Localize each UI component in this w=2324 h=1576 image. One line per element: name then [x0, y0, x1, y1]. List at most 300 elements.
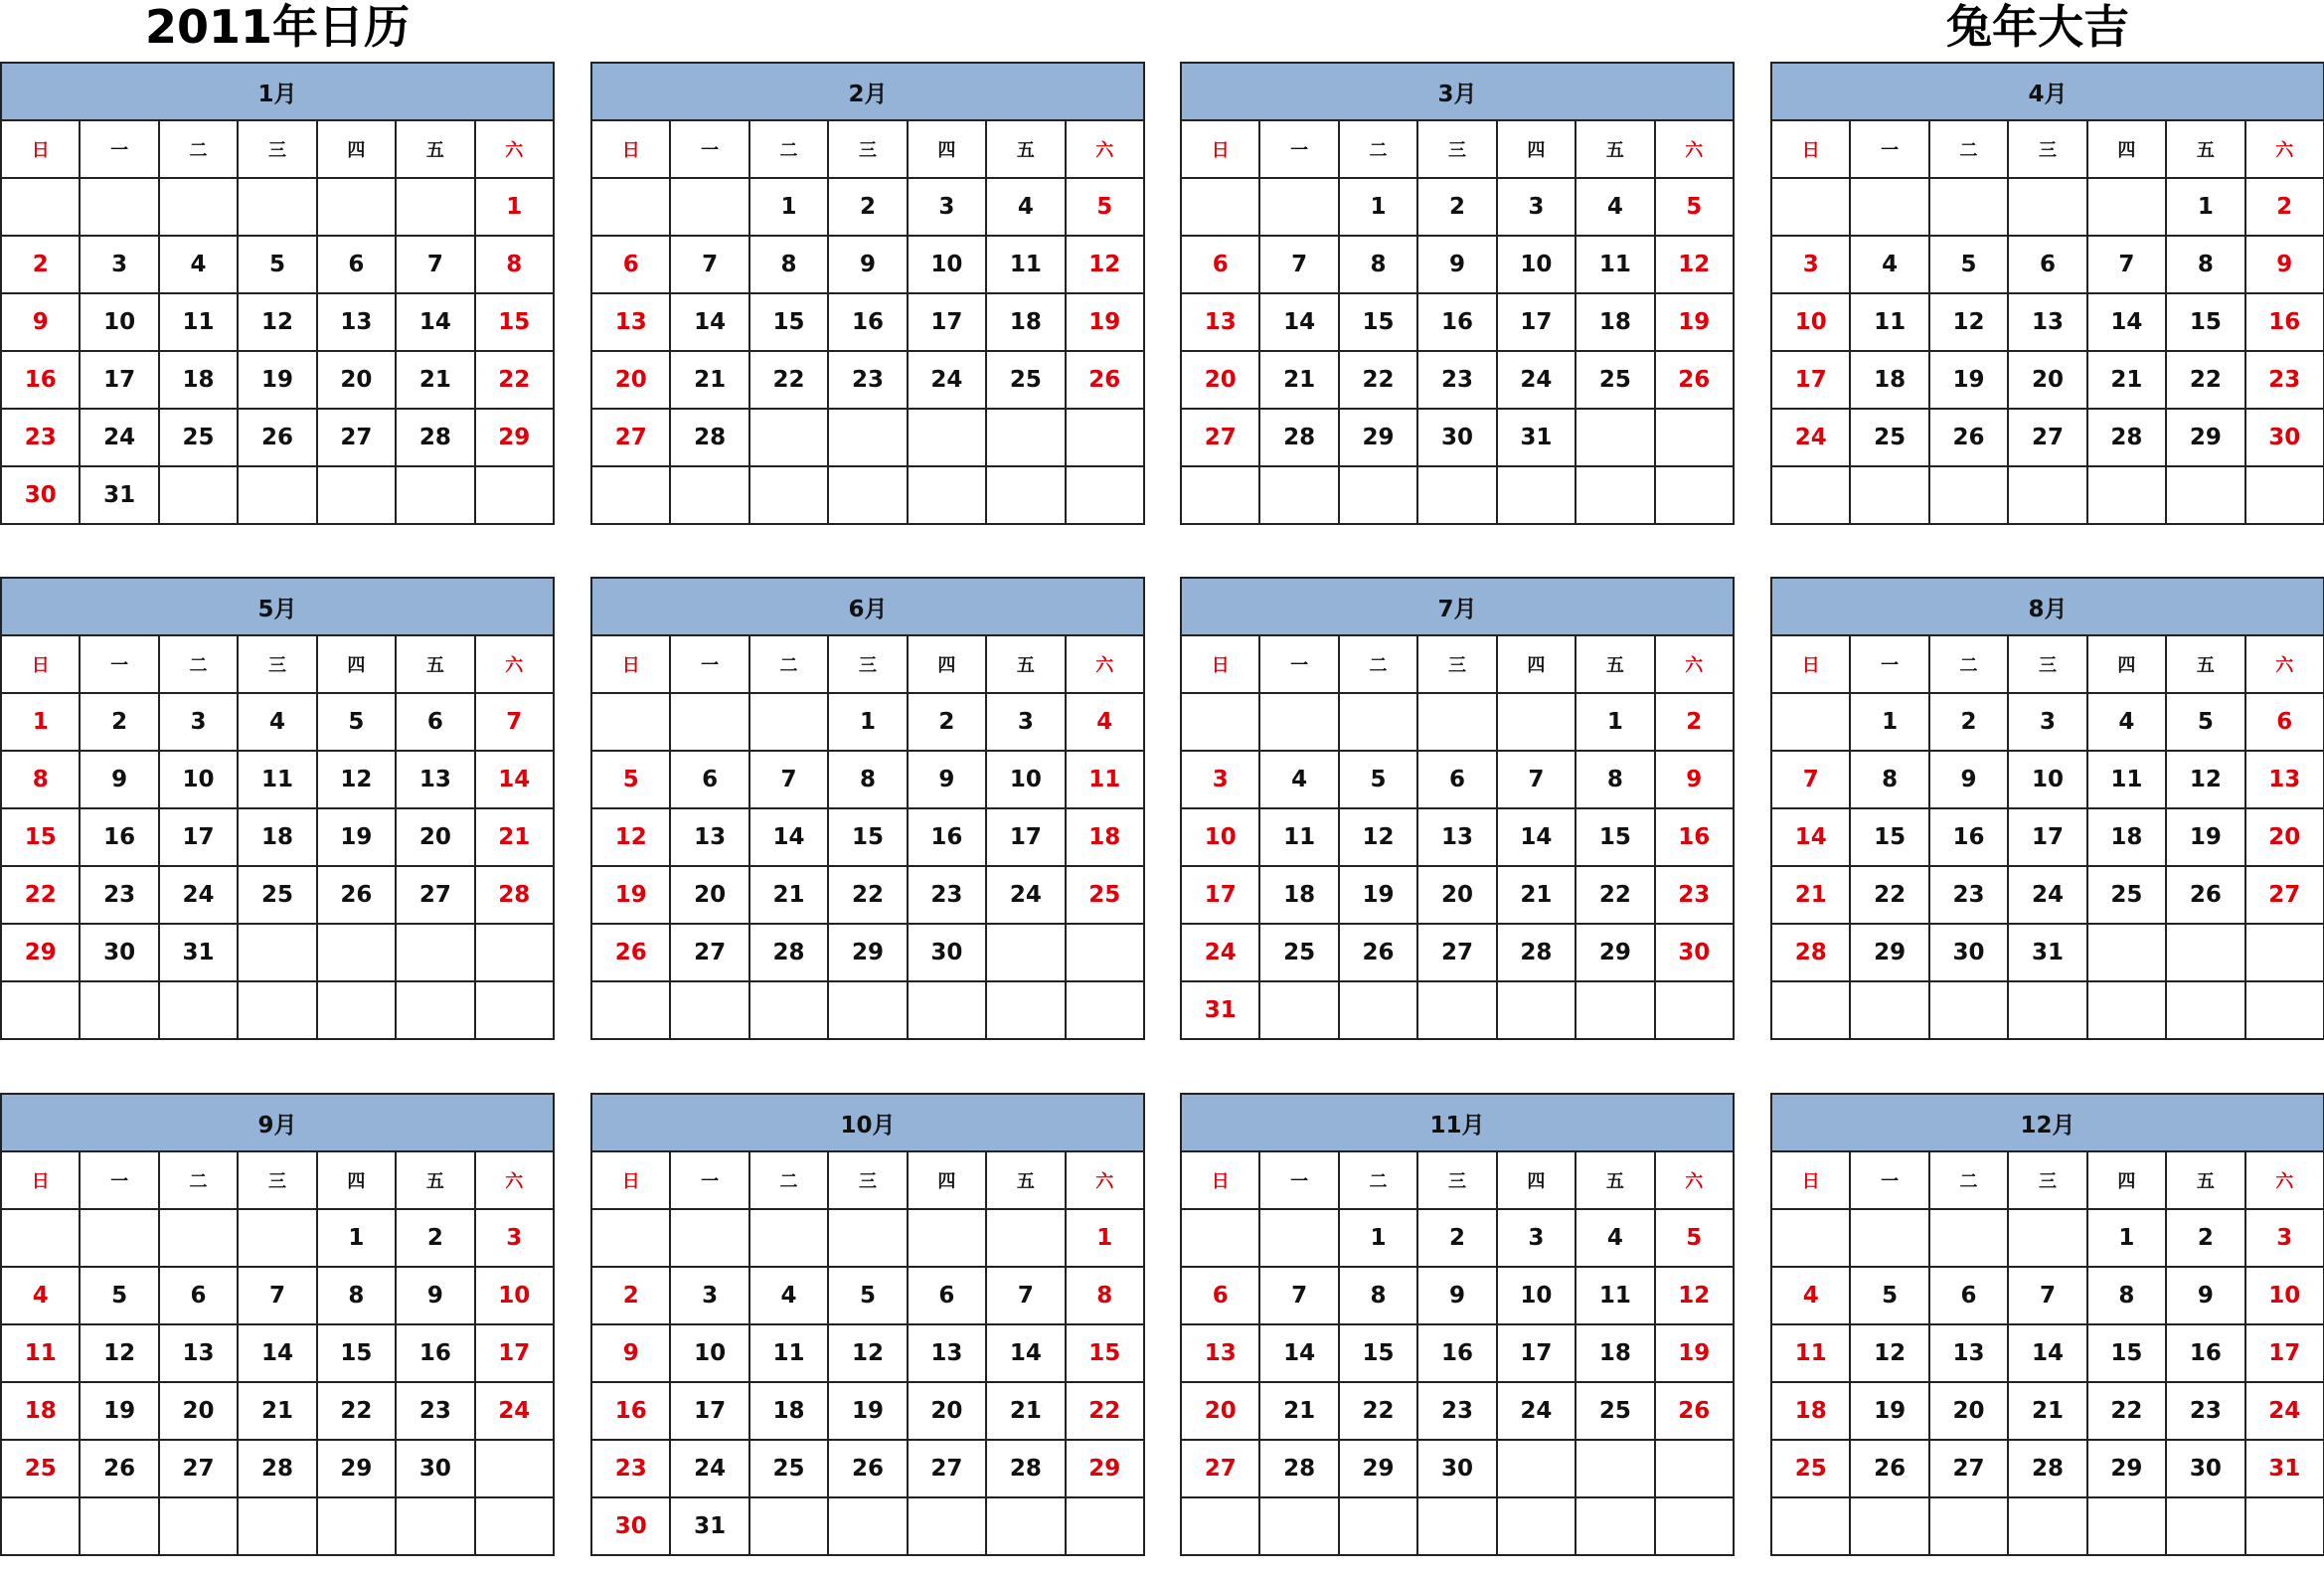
day-cell: 2 — [2166, 1209, 2244, 1267]
weekday-row — [1, 635, 554, 693]
day-cell: 24 — [986, 866, 1065, 924]
month-name: 5月 — [1, 578, 554, 635]
day-cell: 3 — [159, 693, 238, 751]
day-cell: 30 — [1, 466, 80, 524]
weekday-label: 三 — [1417, 635, 1496, 693]
day-cell: 17 — [2008, 808, 2086, 866]
week-row — [591, 236, 1144, 293]
week-row — [591, 1497, 1144, 1555]
weekday-label: 二 — [159, 635, 238, 693]
weekday-label: 日 — [1181, 1151, 1259, 1209]
day-cell — [159, 178, 238, 236]
day-cell: 4 — [1, 1267, 80, 1324]
day-cell: 11 — [2087, 751, 2166, 808]
day-cell: 18 — [238, 808, 316, 866]
day-cell: 25 — [1, 1440, 80, 1497]
day-cell: 20 — [2245, 808, 2324, 866]
day-cell — [986, 466, 1065, 524]
day-cell — [908, 466, 986, 524]
day-cell — [828, 409, 907, 466]
week-row — [1181, 981, 1734, 1039]
day-cell — [1181, 1209, 1259, 1267]
day-cell: 13 — [2008, 293, 2086, 351]
day-cell: 18 — [159, 351, 238, 409]
day-cell: 31 — [2245, 1440, 2324, 1497]
day-cell — [317, 178, 396, 236]
day-cell: 6 — [2245, 693, 2324, 751]
day-cell: 26 — [591, 924, 670, 981]
day-cell — [908, 1209, 986, 1267]
day-cell: 14 — [749, 808, 828, 866]
day-cell: 11 — [1066, 751, 1144, 808]
day-cell: 14 — [238, 1324, 316, 1382]
day-cell: 4 — [986, 178, 1065, 236]
weekday-label: 日 — [1181, 120, 1259, 178]
month-calendar — [590, 62, 1145, 525]
week-row — [1181, 1324, 1734, 1382]
weekday-label: 六 — [1066, 635, 1144, 693]
day-cell — [828, 466, 907, 524]
weekday-label: 四 — [1497, 120, 1576, 178]
day-cell — [591, 178, 670, 236]
week-row — [1181, 751, 1734, 808]
day-cell: 10 — [670, 1324, 748, 1382]
day-cell: 13 — [670, 808, 748, 866]
day-cell: 7 — [238, 1267, 316, 1324]
day-cell: 5 — [238, 236, 316, 293]
day-cell: 13 — [1181, 293, 1259, 351]
day-cell: 3 — [1181, 751, 1259, 808]
day-cell — [396, 981, 474, 1039]
day-cell — [396, 924, 474, 981]
day-cell: 26 — [1655, 351, 1734, 409]
weekday-label: 四 — [317, 1151, 396, 1209]
weekday-label: 四 — [2087, 120, 2166, 178]
day-cell: 30 — [1417, 409, 1496, 466]
week-row — [1, 236, 554, 293]
day-cell: 12 — [2166, 751, 2244, 808]
day-cell: 2 — [1929, 693, 2008, 751]
weekday-label: 六 — [1655, 635, 1734, 693]
week-row — [1771, 293, 2324, 351]
day-cell — [1655, 981, 1734, 1039]
day-cell: 4 — [1771, 1267, 1850, 1324]
day-cell — [591, 1209, 670, 1267]
weekday-label: 一 — [670, 1151, 748, 1209]
day-cell: 28 — [1259, 409, 1338, 466]
day-cell: 10 — [908, 236, 986, 293]
day-cell — [749, 466, 828, 524]
day-cell: 24 — [1497, 1382, 1576, 1440]
day-cell: 5 — [1929, 236, 2008, 293]
day-cell: 10 — [475, 1267, 554, 1324]
day-cell: 30 — [2245, 409, 2324, 466]
day-cell: 22 — [1066, 1382, 1144, 1440]
day-cell: 22 — [749, 351, 828, 409]
day-cell: 28 — [749, 924, 828, 981]
week-row — [1771, 1209, 2324, 1267]
day-cell: 8 — [1576, 751, 1654, 808]
day-cell: 28 — [986, 1440, 1065, 1497]
weekday-label: 六 — [1655, 1151, 1734, 1209]
day-cell: 18 — [1771, 1382, 1850, 1440]
day-cell: 6 — [1181, 1267, 1259, 1324]
day-cell: 8 — [2087, 1267, 2166, 1324]
weekday-row — [1181, 635, 1734, 693]
weekday-row — [591, 635, 1144, 693]
weekday-label: 四 — [317, 635, 396, 693]
day-cell: 21 — [2087, 351, 2166, 409]
day-cell — [670, 466, 748, 524]
day-cell: 29 — [1066, 1440, 1144, 1497]
month-name: 9月 — [1, 1094, 554, 1151]
weekday-row — [591, 120, 1144, 178]
day-cell — [396, 466, 474, 524]
day-cell: 9 — [591, 1324, 670, 1382]
week-row — [591, 351, 1144, 409]
day-cell: 7 — [670, 236, 748, 293]
day-cell: 25 — [986, 351, 1065, 409]
weekday-label: 五 — [986, 635, 1065, 693]
week-row — [1181, 409, 1734, 466]
day-cell: 1 — [2166, 178, 2244, 236]
week-row — [591, 693, 1144, 751]
weekday-label: 三 — [1417, 120, 1496, 178]
day-cell: 25 — [1771, 1440, 1850, 1497]
weekday-label: 一 — [80, 635, 158, 693]
weekday-label: 二 — [159, 1151, 238, 1209]
day-cell: 20 — [1181, 351, 1259, 409]
day-cell: 25 — [749, 1440, 828, 1497]
day-cell: 4 — [1259, 751, 1338, 808]
month-table — [1180, 1093, 1735, 1556]
day-cell — [986, 1497, 1065, 1555]
weekday-label: 一 — [80, 1151, 158, 1209]
day-cell: 7 — [396, 236, 474, 293]
day-cell: 20 — [908, 1382, 986, 1440]
month-table — [590, 1093, 1145, 1556]
day-cell — [1929, 178, 2008, 236]
day-cell: 15 — [2087, 1324, 2166, 1382]
weekday-label: 五 — [986, 1151, 1065, 1209]
day-cell — [2087, 924, 2166, 981]
day-cell — [591, 693, 670, 751]
day-cell: 2 — [80, 693, 158, 751]
day-cell — [1066, 981, 1144, 1039]
day-cell: 20 — [396, 808, 474, 866]
day-cell: 2 — [828, 178, 907, 236]
day-cell — [670, 981, 748, 1039]
week-row — [1771, 693, 2324, 751]
day-cell: 12 — [1850, 1324, 1928, 1382]
day-cell — [1771, 178, 1850, 236]
day-cell: 19 — [1655, 1324, 1734, 1382]
day-cell: 17 — [2245, 1324, 2324, 1382]
day-cell: 3 — [2245, 1209, 2324, 1267]
weekday-label: 一 — [1850, 1151, 1928, 1209]
day-cell: 7 — [2087, 236, 2166, 293]
month-calendar — [1770, 62, 2324, 525]
day-cell: 14 — [670, 293, 748, 351]
day-cell: 14 — [1771, 808, 1850, 866]
day-cell — [396, 1497, 474, 1555]
week-row — [1181, 866, 1734, 924]
day-cell: 10 — [80, 293, 158, 351]
day-cell: 4 — [1066, 693, 1144, 751]
day-cell: 18 — [1259, 866, 1338, 924]
day-cell: 9 — [1655, 751, 1734, 808]
day-cell: 1 — [1339, 1209, 1417, 1267]
week-row — [591, 178, 1144, 236]
day-cell: 29 — [475, 409, 554, 466]
day-cell — [1259, 178, 1338, 236]
day-cell: 14 — [475, 751, 554, 808]
day-cell: 19 — [1066, 293, 1144, 351]
day-cell: 17 — [1771, 351, 1850, 409]
day-cell: 25 — [1066, 866, 1144, 924]
week-row — [1, 351, 554, 409]
month-name: 12月 — [1771, 1094, 2324, 1151]
day-cell: 24 — [1771, 409, 1850, 466]
day-cell: 17 — [986, 808, 1065, 866]
day-cell: 4 — [238, 693, 316, 751]
day-cell: 20 — [317, 351, 396, 409]
day-cell: 10 — [2245, 1267, 2324, 1324]
day-cell: 22 — [1339, 351, 1417, 409]
day-cell: 16 — [1929, 808, 2008, 866]
day-cell — [1929, 981, 2008, 1039]
day-cell: 5 — [1655, 1209, 1734, 1267]
weekday-label: 五 — [396, 635, 474, 693]
day-cell: 15 — [1850, 808, 1928, 866]
day-cell: 27 — [1181, 1440, 1259, 1497]
day-cell — [1576, 1440, 1654, 1497]
day-cell: 2 — [908, 693, 986, 751]
day-cell: 3 — [475, 1209, 554, 1267]
day-cell — [2166, 924, 2244, 981]
day-cell: 14 — [1259, 1324, 1338, 1382]
day-cell: 18 — [986, 293, 1065, 351]
day-cell — [1771, 981, 1850, 1039]
day-cell: 22 — [2166, 351, 2244, 409]
week-row — [591, 924, 1144, 981]
day-cell: 4 — [1850, 236, 1928, 293]
day-cell: 27 — [670, 924, 748, 981]
week-row — [1, 409, 554, 466]
day-cell: 28 — [238, 1440, 316, 1497]
weekday-label: 二 — [749, 635, 828, 693]
month-name: 1月 — [1, 63, 554, 120]
day-cell: 28 — [1497, 924, 1576, 981]
calendar-title: 2011年日历 — [145, 0, 411, 54]
day-cell — [238, 924, 316, 981]
month-table — [590, 577, 1145, 1040]
day-cell: 5 — [1655, 178, 1734, 236]
day-cell — [80, 1209, 158, 1267]
day-cell: 27 — [2008, 409, 2086, 466]
weekday-label: 二 — [1339, 120, 1417, 178]
day-cell — [475, 466, 554, 524]
day-cell — [238, 466, 316, 524]
weekday-label: 三 — [828, 635, 907, 693]
day-cell — [591, 981, 670, 1039]
day-cell: 8 — [1339, 236, 1417, 293]
day-cell: 10 — [1497, 236, 1576, 293]
month-table — [590, 62, 1145, 525]
day-cell: 26 — [80, 1440, 158, 1497]
day-cell: 25 — [159, 409, 238, 466]
day-cell — [986, 981, 1065, 1039]
weekday-label: 六 — [475, 120, 554, 178]
day-cell: 9 — [1929, 751, 2008, 808]
day-cell: 1 — [828, 693, 907, 751]
day-cell: 28 — [475, 866, 554, 924]
day-cell: 24 — [1497, 351, 1576, 409]
day-cell: 18 — [1576, 1324, 1654, 1382]
weekday-row — [1, 120, 554, 178]
day-cell — [1497, 693, 1576, 751]
day-cell: 26 — [828, 1440, 907, 1497]
day-cell: 23 — [1929, 866, 2008, 924]
day-cell: 30 — [591, 1497, 670, 1555]
day-cell: 25 — [1850, 409, 1928, 466]
week-row — [591, 1382, 1144, 1440]
day-cell: 13 — [396, 751, 474, 808]
day-cell: 1 — [317, 1209, 396, 1267]
day-cell: 20 — [1929, 1382, 2008, 1440]
day-cell: 30 — [80, 924, 158, 981]
week-row — [1, 1382, 554, 1440]
week-row — [591, 1440, 1144, 1497]
day-cell: 4 — [1576, 178, 1654, 236]
day-cell: 29 — [1339, 409, 1417, 466]
day-cell — [238, 178, 316, 236]
day-cell — [828, 1209, 907, 1267]
day-cell — [2087, 178, 2166, 236]
week-row — [1771, 466, 2324, 524]
day-cell: 12 — [1339, 808, 1417, 866]
day-cell — [1771, 466, 1850, 524]
day-cell — [1417, 693, 1496, 751]
day-cell — [1850, 1497, 1928, 1555]
day-cell: 19 — [828, 1382, 907, 1440]
day-cell: 23 — [1, 409, 80, 466]
weekday-row — [1181, 120, 1734, 178]
month-calendar — [1180, 577, 1735, 1040]
day-cell: 26 — [1655, 1382, 1734, 1440]
week-row — [591, 1209, 1144, 1267]
day-cell — [2008, 1209, 2086, 1267]
day-cell: 5 — [1850, 1267, 1928, 1324]
day-cell: 9 — [1417, 236, 1496, 293]
weekday-row — [1771, 635, 2324, 693]
day-cell: 29 — [828, 924, 907, 981]
day-cell: 3 — [908, 178, 986, 236]
weekday-row — [1181, 1151, 1734, 1209]
day-cell: 1 — [1576, 693, 1654, 751]
weekday-label: 四 — [1497, 635, 1576, 693]
day-cell — [1066, 409, 1144, 466]
day-cell: 19 — [1850, 1382, 1928, 1440]
day-cell: 16 — [828, 293, 907, 351]
day-cell: 23 — [1417, 1382, 1496, 1440]
day-cell: 13 — [1181, 1324, 1259, 1382]
day-cell: 9 — [2245, 236, 2324, 293]
day-cell: 13 — [1417, 808, 1496, 866]
month-name: 11月 — [1181, 1094, 1734, 1151]
day-cell: 1 — [1339, 178, 1417, 236]
day-cell: 24 — [475, 1382, 554, 1440]
day-cell: 18 — [1066, 808, 1144, 866]
day-cell: 26 — [1850, 1440, 1928, 1497]
weekday-label: 二 — [1339, 1151, 1417, 1209]
day-cell — [2008, 1497, 2086, 1555]
month-table — [1180, 577, 1735, 1040]
month-calendar — [590, 1093, 1145, 1556]
day-cell: 7 — [749, 751, 828, 808]
week-row — [1181, 1209, 1734, 1267]
day-cell — [908, 981, 986, 1039]
day-cell: 1 — [2087, 1209, 2166, 1267]
month-name: 3月 — [1181, 63, 1734, 120]
weekday-label: 五 — [1576, 1151, 1654, 1209]
day-cell — [986, 924, 1065, 981]
day-cell: 16 — [908, 808, 986, 866]
day-cell — [1066, 924, 1144, 981]
day-cell: 4 — [159, 236, 238, 293]
day-cell: 25 — [1576, 351, 1654, 409]
month-calendar — [1180, 62, 1735, 525]
day-cell: 11 — [1576, 236, 1654, 293]
day-cell: 19 — [1655, 293, 1734, 351]
week-row — [1181, 1382, 1734, 1440]
day-cell: 28 — [396, 409, 474, 466]
day-cell: 8 — [749, 236, 828, 293]
week-row — [1771, 178, 2324, 236]
day-cell: 25 — [238, 866, 316, 924]
day-cell: 3 — [2008, 693, 2086, 751]
day-cell: 16 — [1417, 293, 1496, 351]
week-row — [1181, 808, 1734, 866]
day-cell: 16 — [1, 351, 80, 409]
day-cell: 19 — [2166, 808, 2244, 866]
day-cell: 15 — [317, 1324, 396, 1382]
day-cell: 12 — [1655, 236, 1734, 293]
weekday-label: 一 — [1850, 635, 1928, 693]
day-cell: 24 — [2245, 1382, 2324, 1440]
day-cell: 26 — [1929, 409, 2008, 466]
day-cell: 25 — [2087, 866, 2166, 924]
day-cell — [1655, 1497, 1734, 1555]
day-cell: 5 — [2166, 693, 2244, 751]
week-row — [1, 1267, 554, 1324]
day-cell: 7 — [1771, 751, 1850, 808]
weekday-label: 五 — [986, 120, 1065, 178]
day-cell: 3 — [986, 693, 1065, 751]
day-cell — [986, 1209, 1065, 1267]
day-cell: 17 — [475, 1324, 554, 1382]
weekday-label: 四 — [1497, 1151, 1576, 1209]
day-cell: 18 — [1850, 351, 1928, 409]
day-cell: 15 — [1576, 808, 1654, 866]
day-cell: 28 — [2087, 409, 2166, 466]
week-row — [1771, 751, 2324, 808]
day-cell: 30 — [1417, 1440, 1496, 1497]
day-cell: 2 — [2245, 178, 2324, 236]
week-row — [1, 1440, 554, 1497]
day-cell — [1, 1497, 80, 1555]
day-cell: 22 — [1, 866, 80, 924]
